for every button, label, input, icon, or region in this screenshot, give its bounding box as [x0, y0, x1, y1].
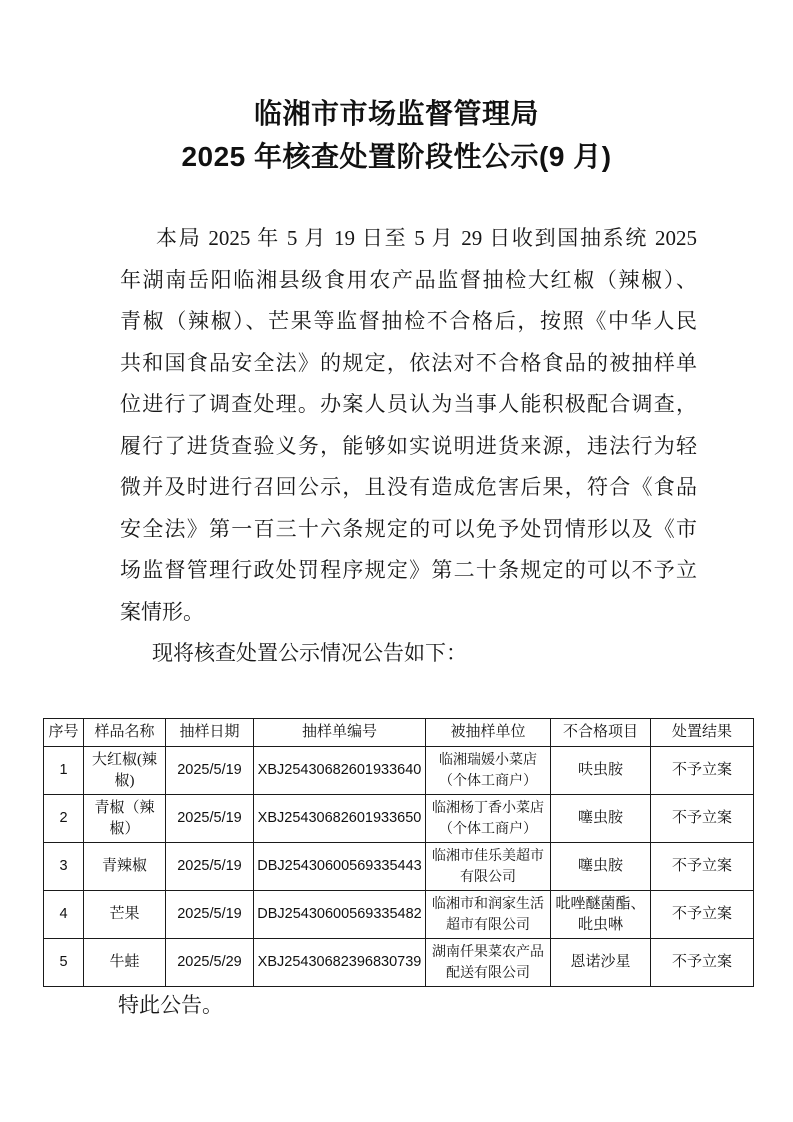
- column-header-sample-date: 抽样日期: [166, 719, 254, 747]
- cell-sample-name: 青椒（辣椒）: [84, 795, 166, 843]
- column-header-sample-name: 样品名称: [84, 719, 166, 747]
- cell-no: 3: [44, 843, 84, 891]
- cell-failed-item: 吡唑醚菌酯、吡虫啉: [551, 891, 651, 939]
- paragraph-line: 本局 2025 年 5 月 19 日至 5 月 29 日收到国抽系统 2025: [156, 226, 697, 250]
- paragraph-line: 位进行了调查处理。办案人员认为当事人能积极配合调查，: [120, 392, 697, 416]
- cell-serial: XBJ25430682601933640: [254, 747, 426, 795]
- cell-no: 2: [44, 795, 84, 843]
- column-header-failed-item: 不合格项目: [551, 719, 651, 747]
- table-row: [44, 939, 754, 987]
- table-row: [44, 747, 754, 795]
- cell-unit: 临湘市和润家生活超市有限公司: [426, 891, 551, 939]
- cell-result: 不予立案: [651, 939, 754, 987]
- cell-sample-name: 大红椒(辣椒): [84, 747, 166, 795]
- table-row: [44, 891, 754, 939]
- table-header-row: [44, 719, 754, 747]
- cell-unit: 临湘市佳乐美超市有限公司: [426, 843, 551, 891]
- cell-serial: DBJ25430600569335482: [254, 891, 426, 939]
- cell-result: 不予立案: [651, 891, 754, 939]
- paragraph-line: 案情形。: [120, 599, 204, 624]
- cell-unit: 临湘杨丁香小菜店（个体工商户）: [426, 795, 551, 843]
- cell-result: 不予立案: [651, 747, 754, 795]
- cell-result: 不予立案: [651, 843, 754, 891]
- cell-no: 4: [44, 891, 84, 939]
- cell-sample-name: 青辣椒: [84, 843, 166, 891]
- paragraph-line: 场监督管理行政处罚程序规定》第二十条规定的可以不予立: [120, 558, 697, 582]
- cell-unit: 临湘瑞媛小菜店（个体工商户）: [426, 747, 551, 795]
- cell-failed-item: 噻虫胺: [551, 795, 651, 843]
- paragraph-line: 履行了进货查验义务，能够如实说明进货来源，违法行为轻: [120, 433, 697, 458]
- cell-failed-item: 呋虫胺: [551, 747, 651, 795]
- title-line-2: 2025 年核查处置阶段性公示(9 月): [181, 141, 612, 172]
- cell-sample-date: 2025/5/19: [166, 891, 254, 939]
- column-header-result: 处置结果: [651, 719, 754, 747]
- column-header-unit: 被抽样单位: [426, 719, 551, 747]
- cell-sample-date: 2025/5/19: [166, 747, 254, 795]
- body-paragraph: [120, 218, 697, 675]
- column-header-no: 序号: [44, 719, 84, 747]
- cell-sample-date: 2025/5/29: [166, 939, 254, 987]
- cell-unit: 湖南仟果菜农产品配送有限公司: [426, 939, 551, 987]
- paragraph-line: 年湖南岳阳临湘县级食用农产品监督抽检大红椒（辣椒）、: [120, 267, 697, 292]
- table-row: [44, 843, 754, 891]
- paragraph-line: 共和国食品安全法》的规定，依法对不合格食品的被抽样单: [120, 350, 697, 375]
- table-row: [44, 795, 754, 843]
- paragraph-line: 安全法》第一百三十六条规定的可以免予处罚情形以及《市: [120, 516, 697, 541]
- cell-no: 1: [44, 747, 84, 795]
- closing-line: 特此公告。: [118, 993, 223, 1017]
- paragraph-line: 微并及时进行召回公示，且没有造成危害后果，符合《食品: [120, 475, 697, 499]
- cell-no: 5: [44, 939, 84, 987]
- paragraph-line: 青椒（辣椒）、芒果等监督抽检不合格后，按照《中华人民: [120, 309, 697, 333]
- cell-sample-date: 2025/5/19: [166, 795, 254, 843]
- cell-serial: XBJ25430682396830739: [254, 939, 426, 987]
- inspection-results-table: [43, 718, 754, 987]
- document-title: [0, 92, 793, 178]
- intro-line: 现将核查处置公示情况公告如下：: [152, 641, 467, 665]
- cell-failed-item: 恩诺沙星: [551, 939, 651, 987]
- cell-failed-item: 噻虫胺: [551, 843, 651, 891]
- cell-sample-name: 牛蛙: [84, 939, 166, 987]
- cell-serial: DBJ25430600569335443: [254, 843, 426, 891]
- cell-sample-name: 芒果: [84, 891, 166, 939]
- cell-serial: XBJ25430682601933650: [254, 795, 426, 843]
- cell-sample-date: 2025/5/19: [166, 843, 254, 891]
- title-line-1: 临湘市市场监督管理局: [253, 98, 539, 129]
- column-header-serial: 抽样单编号: [254, 719, 426, 747]
- cell-result: 不予立案: [651, 795, 754, 843]
